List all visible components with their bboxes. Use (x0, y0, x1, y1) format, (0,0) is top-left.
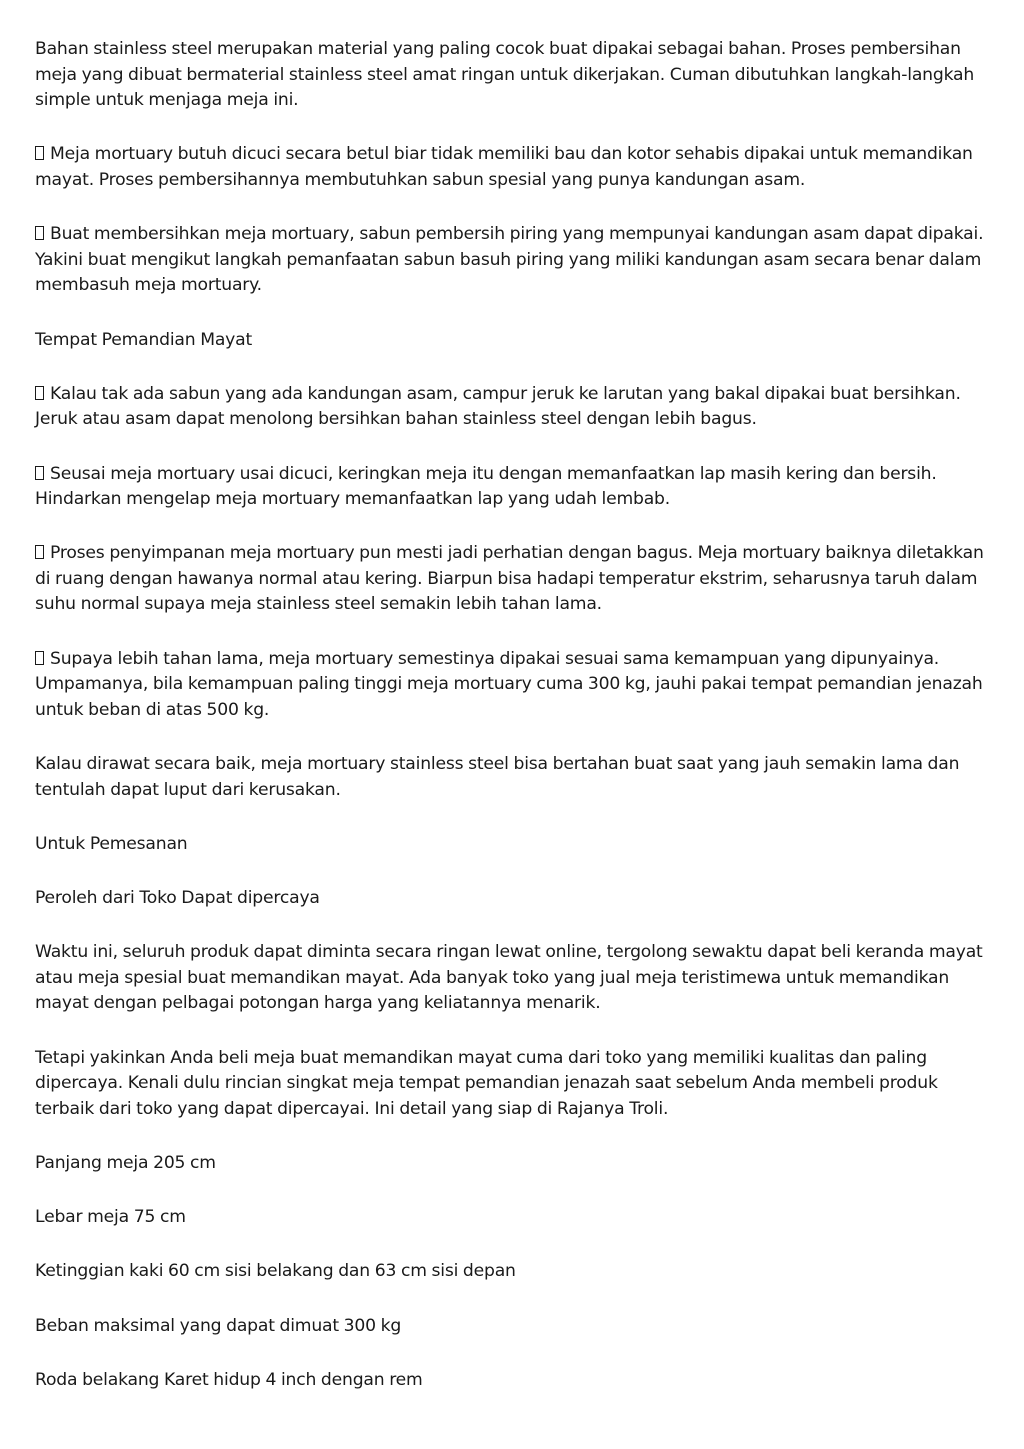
bullet-paragraph: Seusai meja mortuary usai dicuci, keringkan meja itu dengan memanfaatkan lap masih kering dan bersih. Hindarkan mengelap meja mortuary memanfaatkan lap yang udah lembab. (35, 463, 937, 510)
bullet-paragraph: Buat membersihkan meja mortuary, sabun pembersih piring yang mempunyai kandungan asam dapat dipakai. Yakini buat mengikut langkah pemanfaatan sabun basuh piring yang miliki kandungan asam secara benar dalam membasuh meja mortuary. (35, 224, 984, 296)
paragraph: Tetapi yakinkan Anda beli meja buat memandikan mayat cuma dari toko yang memiliki kualitas dan paling dipercaya. Kenali dulu rincian singkat meja tempat pemandian jenazah saat sebelum Anda membeli produk terbaik dari toko yang dapat dipercayai. Ini detail yang siap di Rajanya Troli. (35, 1047, 938, 1119)
missing-glyph-icon (35, 651, 44, 665)
bullet-paragraph: Proses penyimpanan meja mortuary pun mesti jadi perhatian dengan bagus. Meja mortuary baiknya diletakkan di ruang dengan hawanya normal atau kering. Biarpun bisa hadapi temperatur ekstrim, seharusnya taruh dalam suhu normal supaya meja stainless steel semakin lebih tahan lama. (35, 543, 984, 615)
spec-line: Panjang meja 205 cm (35, 1152, 216, 1173)
bullet-paragraph: Supaya lebih tahan lama, meja mortuary semestinya dipakai sesuai sama kemampuan yang dipunyainya. Umpamanya, bila kemampuan paling tinggi meja mortuary cuma 300 kg, jauhi pakai tempat pemandian jenazah untuk beban di atas 500 kg. (35, 648, 983, 720)
bullet-paragraph: Kalau tak ada sabun yang ada kandungan asam, campur jeruk ke larutan yang bakal dipakai buat bersihkan. Jeruk atau asam dapat menolong bersihkan bahan stainless steel dengan lebih bagus. (35, 383, 961, 430)
spec-line: Beban maksimal yang dapat dimuat 300 kg (35, 1315, 402, 1336)
section-heading: Peroleh dari Toko Dapat dipercaya (35, 888, 320, 908)
paragraph: Waktu ini, seluruh produk dapat diminta secara ringan lewat online, tergolong sewaktu dapat beli keranda mayat atau meja spesial buat memandikan mayat. Ada banyak toko yang jual meja teristimewa untuk memandikan mayat dengan pelbagai potongan harga yang keliatannya menarik. (35, 942, 983, 1014)
missing-glyph-icon (35, 545, 44, 559)
missing-glyph-icon (35, 386, 44, 400)
section-heading: Untuk Pemesanan (35, 833, 188, 854)
missing-glyph-icon (35, 146, 44, 160)
missing-glyph-icon (35, 466, 44, 480)
spec-line: Lebar meja 75 cm (35, 1207, 186, 1228)
paragraph: Kalau dirawat secara baik, meja mortuary stainless steel bisa bertahan buat saat yang jauh semakin lama dan tentulah dapat luput dari kerusakan. (35, 754, 960, 800)
spec-line: Ketinggian kaki 60 cm sisi belakang dan 63 cm sisi depan (35, 1261, 516, 1282)
section-heading: Tempat Pemandian Mayat (35, 329, 253, 350)
missing-glyph-icon (35, 226, 44, 240)
paragraph-intro: Bahan stainless steel merupakan material yang paling cocok buat dipakai sebagai bahan. Proses pembersihan meja yang dibuat bermaterial stainless steel amat ringan untuk dikerjakan. Cuman dibutuhkan langkah-langkah simple untuk menjaga meja ini. (35, 39, 975, 111)
bullet-paragraph: Meja mortuary butuh dicuci secara betul biar tidak memiliki bau dan kotor sehabis dipakai untuk memandikan mayat. Proses pembersihannya membutuhkan sabun spesial yang punya kandungan asam. (35, 144, 973, 190)
document-body (35, 37, 990, 1422)
spec-line: Roda belakang Karet hidup 4 inch dengan rem (35, 1369, 423, 1390)
